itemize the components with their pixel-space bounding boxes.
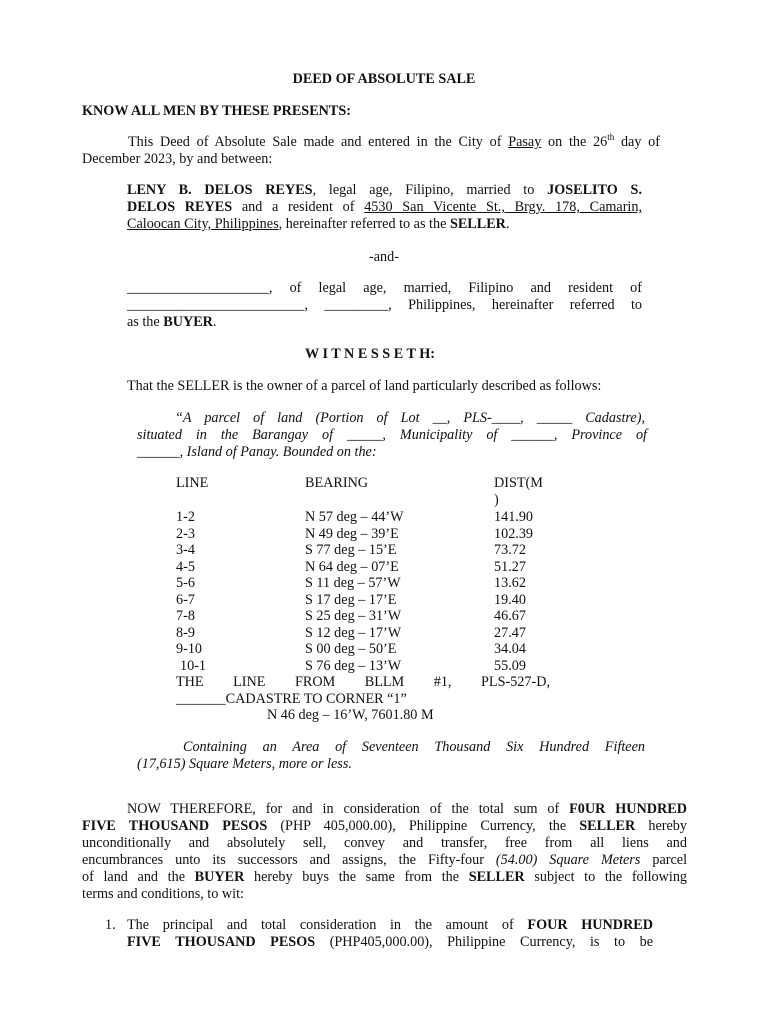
item1-line-1: The principal and total consideration in the amount of FOUR HUNDRED (127, 917, 653, 933)
buyer-name-blank: ____________________ (127, 280, 269, 296)
buyer-line-1: ____________________, of legal age, married, Filipino and resident of (127, 280, 642, 296)
table-row-line: 2-3 (176, 526, 195, 542)
cadastre-corner: _______CADASTRE TO CORNER “1” (176, 691, 407, 707)
table-header-distance: DIST(M (494, 475, 543, 491)
city-name: Pasay (508, 134, 542, 150)
table-row-bearing: N 57 deg – 44’W (305, 509, 404, 525)
table-row-bearing: N 49 deg – 39’E (305, 526, 399, 542)
consideration-line-2: FIVE THOUSAND PESOS (PHP 405,000.00), Philippine Currency, the SELLER hereby (82, 818, 687, 834)
parcel-line-3: ______, Island of Panay. Bounded on the: (137, 444, 377, 460)
table-row-bearing: S 25 deg – 31’W (305, 608, 402, 624)
table-row-bearing: S 11 deg – 57’W (305, 575, 401, 591)
table-row-distance: 141.90 (494, 509, 534, 525)
table-row-distance: 27.47 (494, 625, 526, 641)
table-row-bearing: S 12 deg – 17’W (305, 625, 402, 641)
buyer-line-2: _________________________, _________, Philippines, hereinafter referred to (127, 297, 643, 313)
seller-line-3: Caloocan City, Philippines, hereinafter referred to as the SELLER. (127, 216, 510, 232)
table-header-distance-wrap: ) (494, 492, 499, 508)
table-row-distance: 19.40 (494, 592, 526, 608)
seller-role: SELLER (449, 216, 506, 232)
consideration-line-4: encumbrances unto its successors and assigns, the Fifty-four (54.00) Square Meters parcel (82, 852, 688, 868)
table-row-distance: 46.67 (494, 608, 526, 624)
table-row-bearing: S 76 deg – 13’W (305, 658, 402, 674)
table-row-line: 3-4 (176, 542, 195, 558)
know-all-heading: KNOW ALL MEN BY THESE PRESENTS: (82, 103, 351, 119)
spouse-name-part1: JOSELITO S. (547, 182, 642, 198)
seller-line-1: LENY B. DELOS REYES, legal age, Filipino, married to JOSELITO S. (127, 182, 642, 198)
witnesseth-heading: W I T N E S S E T H: (305, 346, 435, 362)
table-row-distance: 34.04 (494, 641, 526, 657)
consideration-line-1: NOW THEREFORE, for and in consideration of the total sum of F0UR HUNDRED (127, 801, 688, 817)
table-row-distance: 55.09 (494, 658, 526, 674)
table-row-line: 8-9 (176, 625, 195, 641)
table-row-line: 1-2 (176, 509, 195, 525)
table-row-line: 7-8 (176, 608, 195, 624)
item1-line-2: FIVE THOUSAND PESOS (PHP405,000.00), Philippine Currency, is to be (127, 934, 653, 950)
spouse-name-part2: DELOS REYES (127, 199, 233, 215)
table-row-distance: 51.27 (494, 559, 526, 575)
parcel-line-1: “A parcel of land (Portion of Lot __, PLS-____, _____ Cadastre), (175, 410, 645, 426)
table-row-bearing: S 00 deg – 50’E (305, 641, 397, 657)
seller-line-2: DELOS REYES and a resident of 4530 San Vicente St., Brgy. 178, Camarin, (127, 199, 643, 215)
intro-line-2: December 2023, by and between: (82, 151, 273, 167)
and-separator: -and- (369, 249, 399, 265)
intro-line-1: This Deed of Absolute Sale made and entered in the City of Pasay on the 26th day of (128, 132, 660, 150)
table-row-bearing: S 77 deg – 15’E (305, 542, 397, 558)
seller-name: LENY B. DELOS REYES (127, 182, 313, 198)
area-line-1: Containing an Area of Seventeen Thousand Six Hundred Fifteen (183, 739, 645, 755)
document-title: DEED OF ABSOLUTE SALE (292, 71, 476, 87)
table-row-line: 10-1 (180, 658, 207, 674)
table-header-line: LINE (176, 475, 209, 491)
table-row-distance: 13.62 (494, 575, 526, 591)
table-row-distance: 73.72 (494, 542, 526, 558)
seller-address-part1: 4530 San Vicente St., Brgy. 178, Camarin, (364, 199, 643, 215)
item-number: 1. (105, 917, 116, 933)
table-row-bearing: S 17 deg – 17’E (305, 592, 397, 608)
line-from-bllm: THE LINE FROM BLLM #1, PLS-527-D, (176, 674, 550, 690)
consideration-line-6: terms and conditions, to wit: (82, 886, 244, 902)
consideration-line-3: unconditionally and absolutely sell, convey and transfer, free from all liens and (82, 835, 687, 851)
tie-line-bearing: N 46 deg – 16’W, 7601.80 M (267, 707, 434, 723)
owner-statement: That the SELLER is the owner of a parcel of land particularly described as follows: (127, 378, 602, 394)
table-row-line: 5-6 (176, 575, 195, 591)
table-header-bearing: BEARING (305, 475, 369, 491)
table-row-line: 4-5 (176, 559, 195, 575)
table-row-line: 6-7 (176, 592, 195, 608)
consideration-line-5: of land and the BUYER hereby buys the same from the SELLER subject to the following (82, 869, 688, 885)
table-row-line: 9-10 (176, 641, 203, 657)
parcel-line-2: situated in the Barangay of _____, Municipality of ______, Province of (137, 427, 647, 443)
buyer-address-blank-2: _________ (324, 297, 389, 313)
buyer-address-blank-1: _________________________ (127, 297, 305, 313)
buyer-role: BUYER (163, 314, 213, 330)
seller-address-part2: Caloocan City, Philippines (127, 216, 279, 232)
table-row-distance: 102.39 (494, 526, 534, 542)
buyer-line-3: as the BUYER. (127, 314, 217, 330)
area-line-2: (17,615) Square Meters, more or less. (137, 756, 352, 772)
table-row-bearing: N 64 deg – 07’E (305, 559, 399, 575)
